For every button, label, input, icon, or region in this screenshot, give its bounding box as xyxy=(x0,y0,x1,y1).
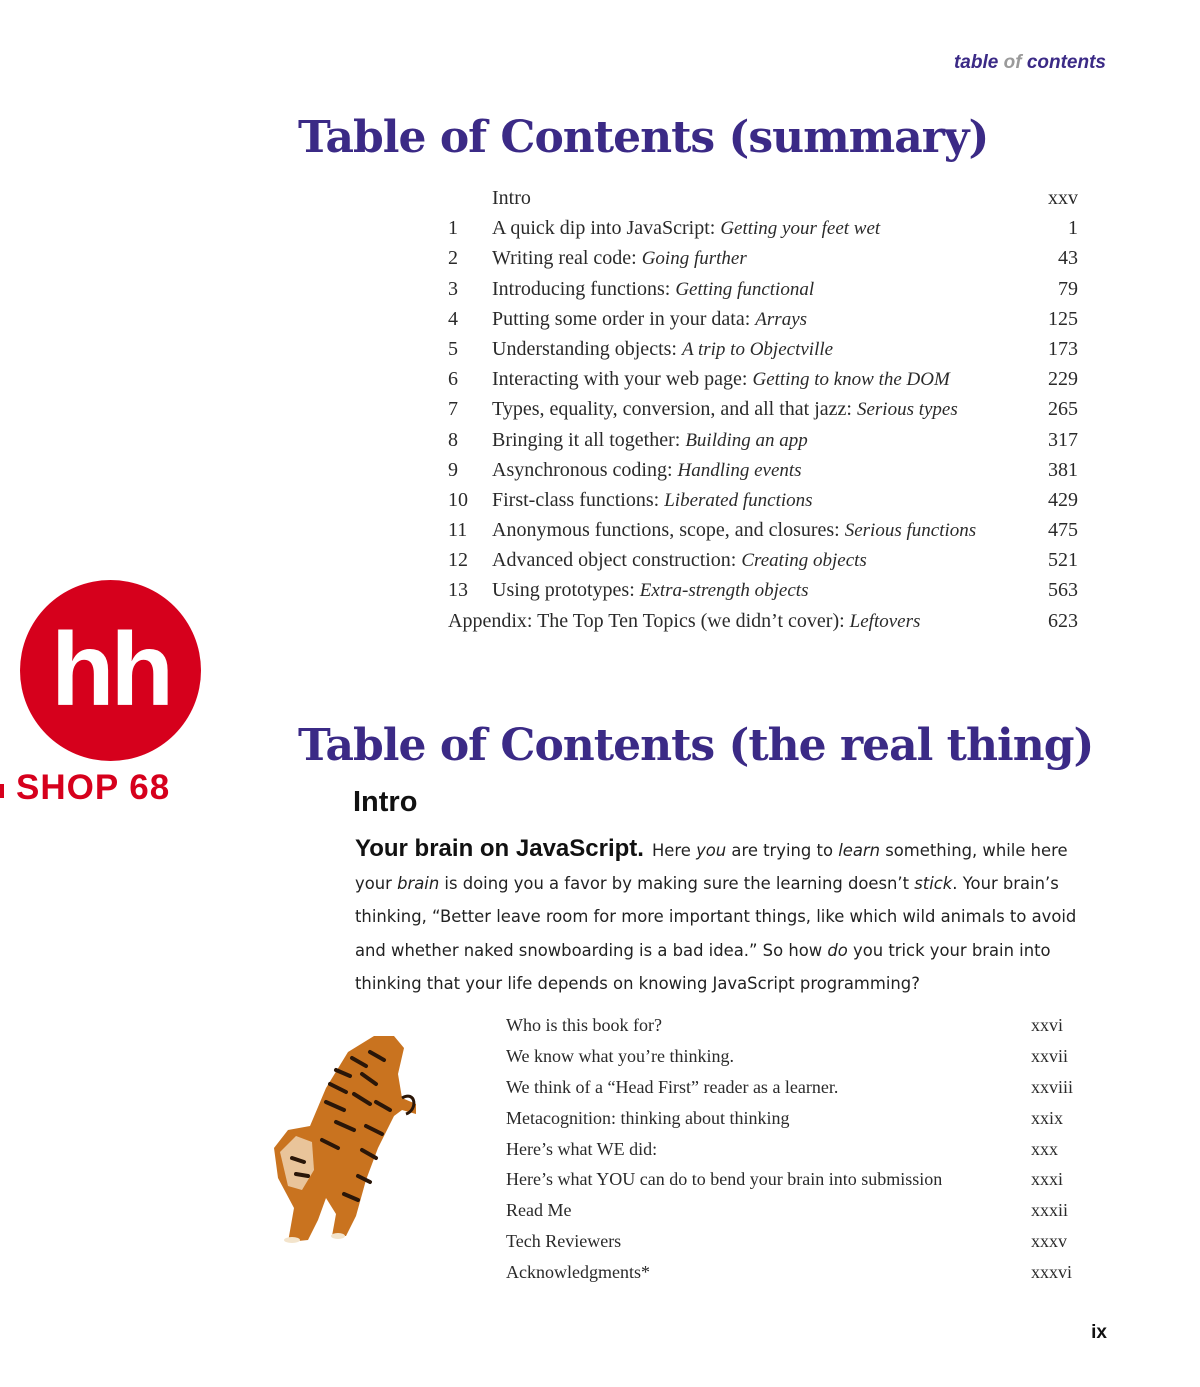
intro-item-page: xxxvi xyxy=(1031,1262,1073,1283)
chapter-title: Understanding objects: xyxy=(492,337,677,360)
intro-toc-item[interactable] xyxy=(506,1072,1076,1103)
summary-row-chapter-7[interactable] xyxy=(448,394,1078,424)
summary-page: 381 xyxy=(1048,458,1078,481)
summary-title-text xyxy=(492,394,958,425)
intro-item-title: Here’s what WE did: xyxy=(506,1138,658,1159)
blurb-emphasis: brain xyxy=(397,874,440,894)
chapter-subtitle: Liberated functions xyxy=(664,489,813,511)
intro-toc-item[interactable] xyxy=(506,1226,1076,1257)
chapter-title: Anonymous functions, scope, and closures: xyxy=(492,519,840,542)
intro-item-page: xxxi xyxy=(1031,1169,1064,1190)
summary-page: 229 xyxy=(1048,368,1078,391)
summary-title-text xyxy=(492,213,880,244)
summary-title-text xyxy=(492,364,950,395)
running-head xyxy=(954,52,1106,74)
summary-title-text: Intro xyxy=(492,187,531,209)
summary-title-text xyxy=(492,455,802,486)
shop-watermark xyxy=(0,580,210,810)
summary-row-chapter-1[interactable] xyxy=(448,213,1078,243)
intro-toc-item[interactable] xyxy=(506,1257,1076,1288)
real-thing-title: Table of Contents (the real thing) xyxy=(298,720,1094,771)
chapter-title: Bringing it all together: xyxy=(492,428,681,451)
chapter-title: First-class functions: xyxy=(492,488,660,511)
chapter-number: 9 xyxy=(448,458,458,481)
intro-item-title: Metacognition: thinking about thinking xyxy=(506,1107,790,1128)
summary-row-chapter-11[interactable] xyxy=(448,515,1078,545)
summary-title-text xyxy=(492,304,807,335)
chapter-subtitle: A trip to Objectville xyxy=(681,338,834,360)
intro-item-title: Read Me xyxy=(506,1200,572,1221)
watermark-text: SHOP 68 xyxy=(16,768,171,807)
chapter-subtitle: Building an app xyxy=(685,429,808,451)
intro-item-title: Acknowledgments* xyxy=(506,1262,650,1283)
chapter-number: 4 xyxy=(448,307,458,330)
summary-row-chapter-5[interactable] xyxy=(448,334,1078,364)
tiger-illustration xyxy=(266,1030,426,1244)
chapter-subtitle: Extra-strength objects xyxy=(639,580,809,602)
summary-page: 43 xyxy=(1058,247,1078,270)
intro-item-page: xxvi xyxy=(1031,1015,1064,1035)
chapter-number: 5 xyxy=(448,337,458,360)
chapter-title: Writing real code: xyxy=(492,247,637,270)
blurb-text: you trick your brain into thinking that your life depends on knowing JavaScript programming? xyxy=(355,940,1051,993)
summary-row-appendix[interactable] xyxy=(448,606,1078,636)
chapter-number: 12 xyxy=(448,549,468,572)
intro-toc-item[interactable] xyxy=(506,1164,1076,1195)
chapter-number: 2 xyxy=(448,247,458,270)
blurb-text: . Your brain’s thinking, “Better leave room for more important things, like which wild animals to avoid and whether naked snowboarding is a bad idea.” So how xyxy=(355,874,1077,960)
summary-title-text xyxy=(492,545,867,576)
blurb-emphasis: do xyxy=(827,940,848,960)
summary-title-text xyxy=(492,425,808,456)
chapter-title: Using prototypes: xyxy=(492,579,635,602)
chapter-title: A quick dip into JavaScript: xyxy=(492,217,716,240)
intro-item-title: Here’s what YOU can do to bend your brain into submission xyxy=(506,1169,943,1190)
intro-item-page: xxviii xyxy=(1031,1076,1074,1097)
chapter-title: Types, equality, conversion, and all that jazz: xyxy=(492,398,852,421)
appendix-title: Appendix: The Top Ten Topics (we didn’t cover): xyxy=(448,609,845,632)
chapter-number: 7 xyxy=(448,398,458,421)
watermark-edge-mark xyxy=(0,784,4,798)
chapter-subtitle: Going further xyxy=(641,248,747,270)
chapter-number: 10 xyxy=(448,488,468,511)
chapter-title: Interacting with your web page: xyxy=(492,368,748,391)
summary-row-chapter-10[interactable] xyxy=(448,485,1078,515)
summary-row-chapter-6[interactable] xyxy=(448,364,1078,394)
summary-title-text xyxy=(492,515,976,546)
summary-page: 317 xyxy=(1048,428,1078,451)
summary-row-chapter-9[interactable] xyxy=(448,455,1078,485)
chapter-title: Advanced object construction: xyxy=(492,549,737,572)
chapter-subtitle: Arrays xyxy=(755,308,808,330)
blurb-text: Here xyxy=(651,841,697,860)
hh-logo: hh xyxy=(20,580,201,761)
intro-item-title: We think of a “Head First” reader as a learner. xyxy=(506,1076,839,1097)
running-head-table: table xyxy=(953,52,999,73)
summary-title-text xyxy=(448,606,920,637)
summary-page: 623 xyxy=(1048,609,1078,632)
summary-title-text xyxy=(492,243,747,274)
intro-toc-item[interactable] xyxy=(506,1134,1076,1165)
summary-title-text xyxy=(492,485,813,516)
summary-row-chapter-4[interactable] xyxy=(448,304,1078,334)
chapter-title: Introducing functions: xyxy=(492,277,671,300)
summary-row-intro[interactable] xyxy=(448,183,1078,213)
intro-item-page: xxxii xyxy=(1031,1200,1069,1221)
running-head-contents: contents xyxy=(1026,52,1106,73)
chapter-subtitle: Getting to know the DOM xyxy=(752,369,950,391)
intro-item-page: xxx xyxy=(1031,1138,1058,1159)
intro-heading: Intro xyxy=(353,786,418,818)
chapter-subtitle: Handling events xyxy=(677,459,802,481)
summary-row-chapter-3[interactable] xyxy=(448,274,1078,304)
chapter-subtitle: Getting your feet wet xyxy=(720,218,881,240)
summary-page: 79 xyxy=(1058,277,1078,300)
chapter-number: 6 xyxy=(448,368,458,391)
chapter-number: 1 xyxy=(448,217,458,240)
summary-title-text xyxy=(492,334,833,365)
intro-toc-item[interactable] xyxy=(506,1103,1076,1134)
summary-row-chapter-2[interactable] xyxy=(448,243,1078,273)
chapter-subtitle: Serious types xyxy=(856,399,958,421)
intro-item-page: xxvii xyxy=(1031,1045,1069,1066)
chapter-number: 13 xyxy=(448,579,468,602)
intro-toc-list xyxy=(506,1010,1076,1288)
appendix-subtitle: Leftovers xyxy=(849,610,921,632)
chapter-title: Putting some order in your data: xyxy=(492,307,751,330)
page-number: ix xyxy=(1091,1322,1107,1343)
intro-item-page: xxix xyxy=(1031,1107,1064,1128)
chapter-subtitle: Getting functional xyxy=(675,278,815,300)
summary-page: 475 xyxy=(1048,519,1078,542)
chapter-subtitle: Serious functions xyxy=(844,520,977,542)
intro-toc-item[interactable] xyxy=(506,1041,1076,1072)
chapter-subtitle: Creating objects xyxy=(741,550,867,572)
summary-row-chapter-12[interactable] xyxy=(448,545,1078,575)
chapter-number: 11 xyxy=(448,519,468,542)
chapter-number: 3 xyxy=(448,277,458,300)
blurb-emphasis: learn xyxy=(838,841,881,860)
chapter-title: Asynchronous coding: xyxy=(492,458,673,481)
running-head-of: of xyxy=(1003,52,1022,73)
blurb-emphasis: stick xyxy=(914,874,953,894)
intro-item-title: We know what you’re thinking. xyxy=(506,1045,735,1066)
summary-title-text xyxy=(492,575,808,606)
summary-row-chapter-13[interactable] xyxy=(448,575,1078,605)
summary-list xyxy=(448,183,1078,636)
summary-page: 1 xyxy=(1068,217,1078,240)
intro-toc-item[interactable] xyxy=(506,1195,1076,1226)
blurb-emphasis: you xyxy=(696,841,727,860)
intro-item-page: xxxv xyxy=(1031,1231,1067,1252)
summary-page: 265 xyxy=(1048,398,1078,421)
intro-blurb xyxy=(355,832,1083,1000)
summary-page: 521 xyxy=(1048,549,1078,572)
intro-item-title: Who is this book for? xyxy=(506,1015,662,1035)
summary-page: xxv xyxy=(1048,187,1078,209)
blurb-text: is doing you a favor by making sure the learning doesn’t xyxy=(439,874,915,894)
intro-toc-item[interactable] xyxy=(506,1010,1076,1041)
summary-title-text xyxy=(492,274,814,305)
summary-page: 125 xyxy=(1048,307,1078,330)
blurb-text: are trying to xyxy=(726,841,839,860)
summary-title: Table of Contents (summary) xyxy=(298,112,989,163)
summary-page: 563 xyxy=(1048,579,1078,602)
summary-row-chapter-8[interactable] xyxy=(448,425,1078,455)
chapter-number: 8 xyxy=(448,428,458,451)
summary-page: 429 xyxy=(1048,488,1078,511)
intro-lead: Your brain on JavaScript. xyxy=(355,835,644,862)
intro-item-title: Tech Reviewers xyxy=(506,1231,622,1252)
summary-page: 173 xyxy=(1048,337,1078,360)
blurb-text: something, while here your xyxy=(355,841,1068,894)
